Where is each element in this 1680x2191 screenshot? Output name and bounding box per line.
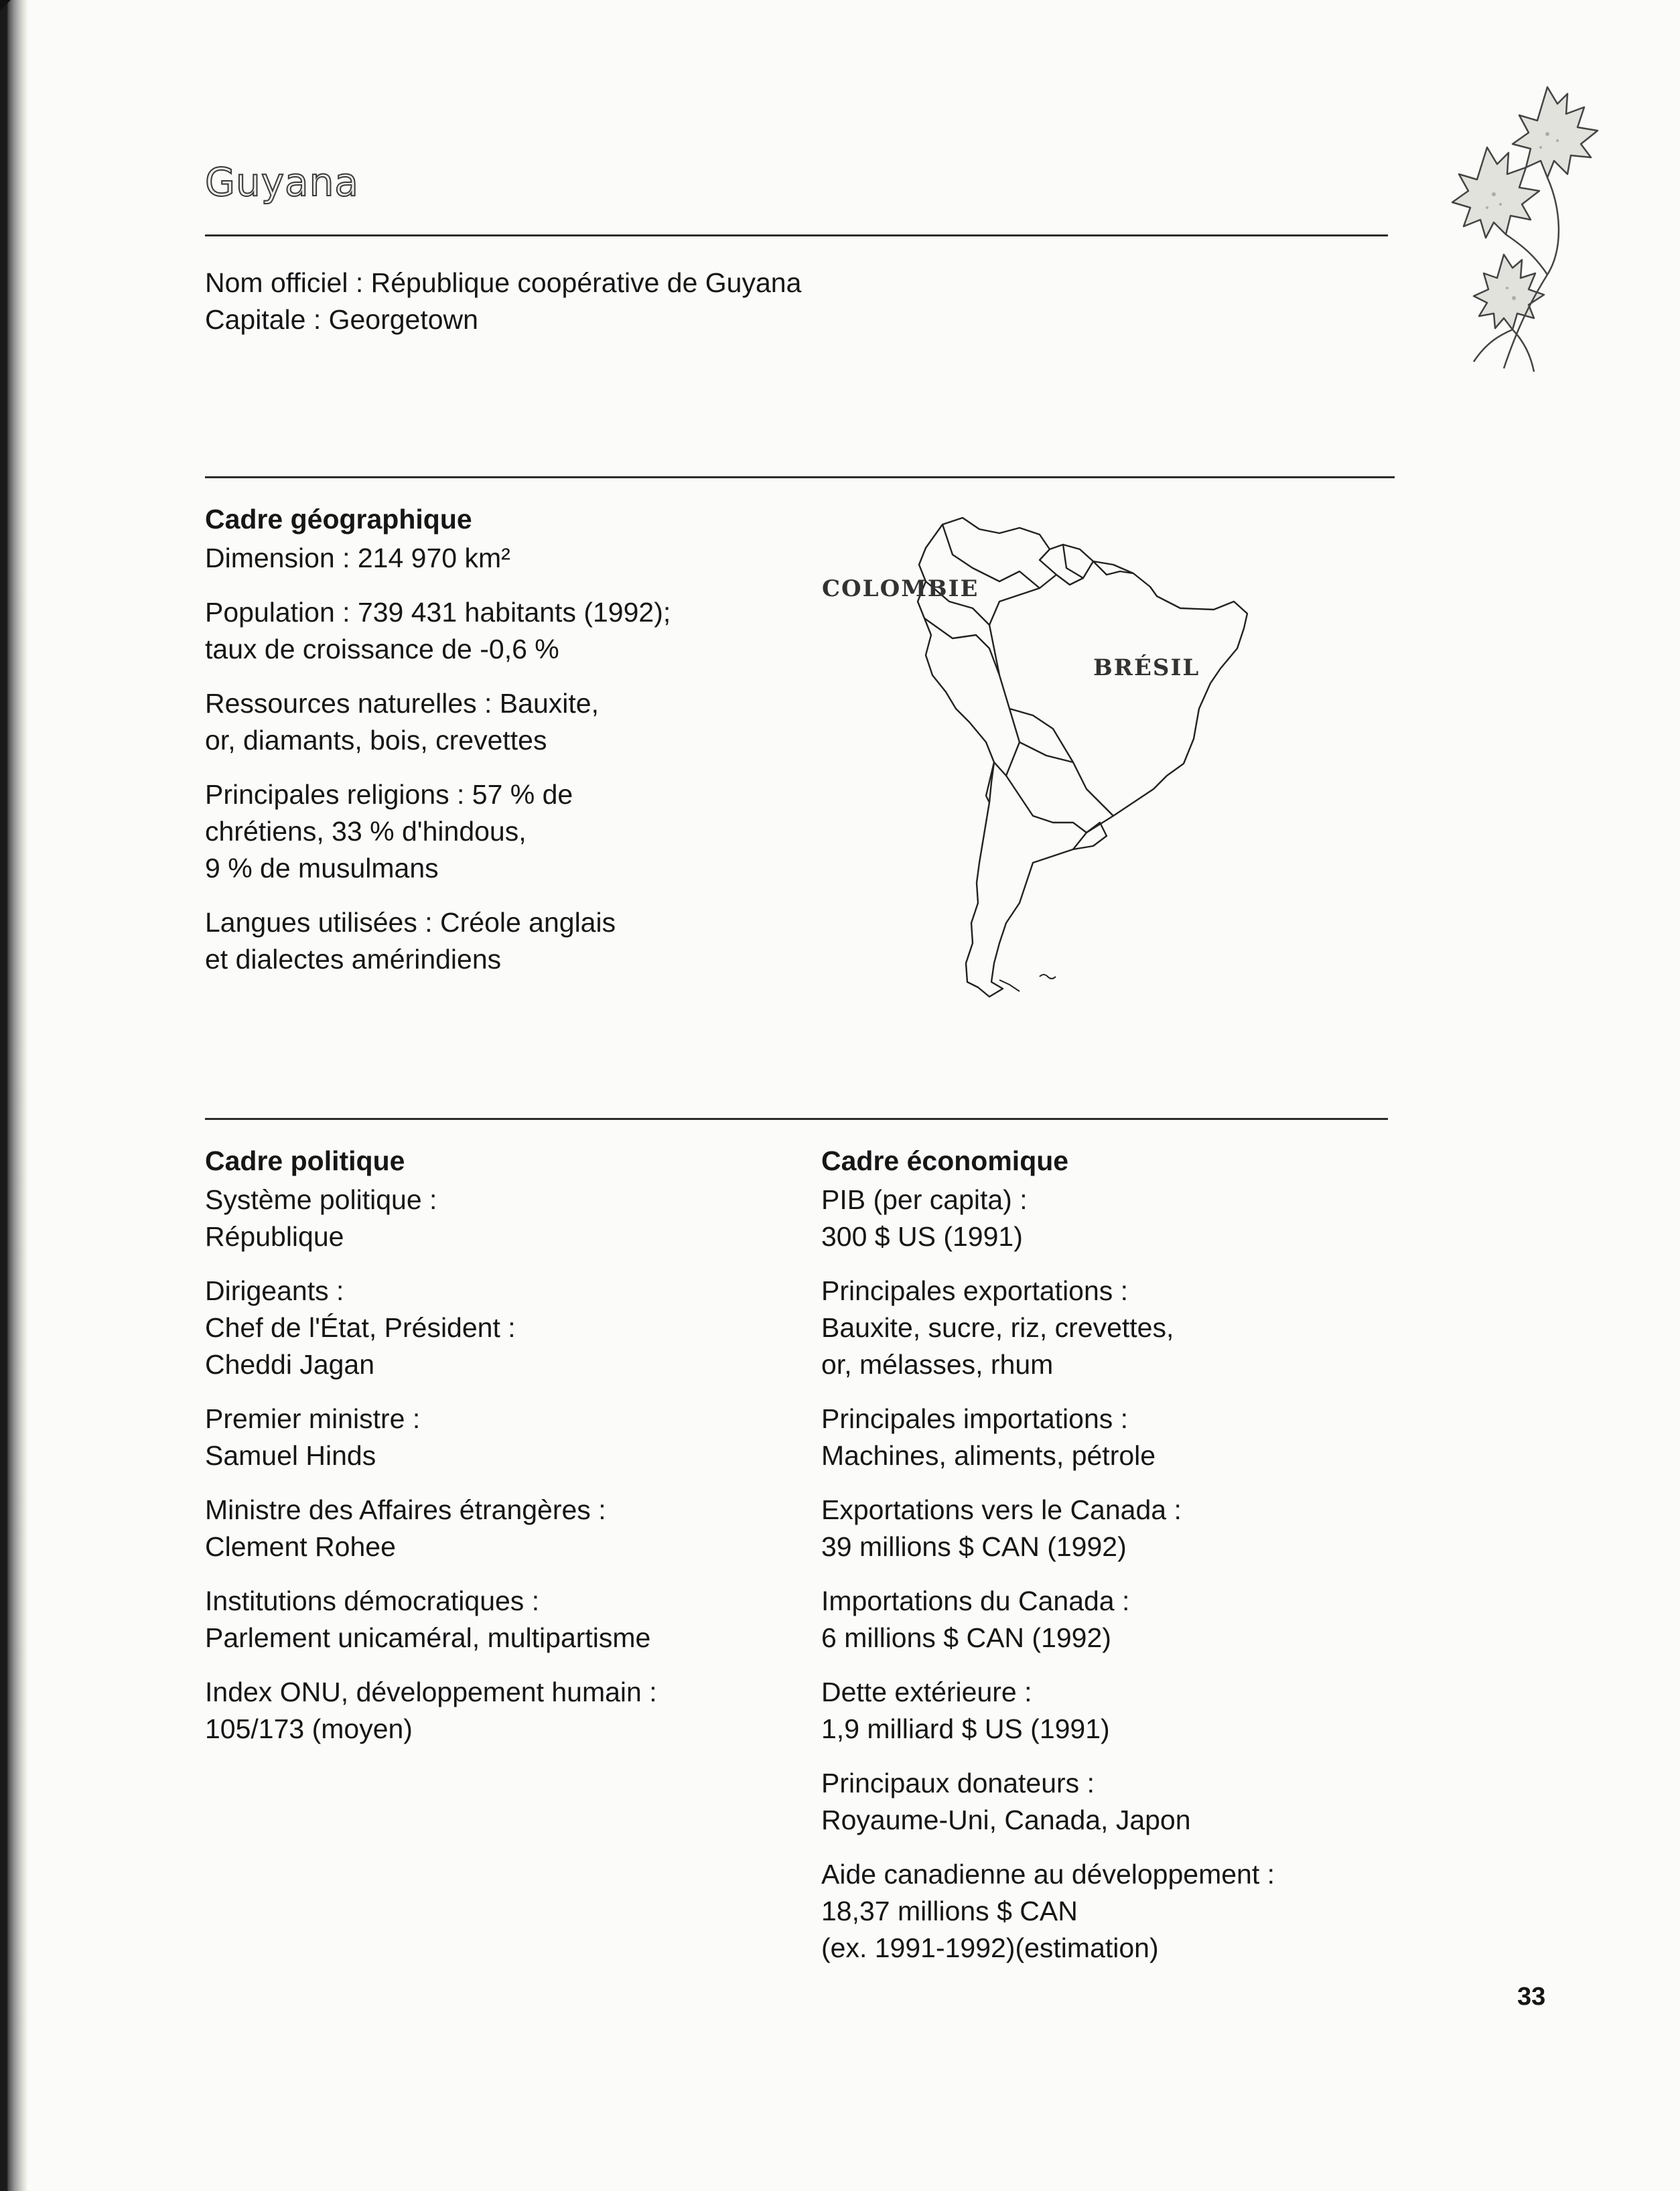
text-line: Samuel Hinds xyxy=(205,1440,376,1471)
text-line: Dette extérieure : xyxy=(821,1677,1032,1707)
politics-section xyxy=(205,1143,808,1765)
geo-religions xyxy=(205,776,714,887)
pol-institutions xyxy=(205,1583,808,1656)
section-heading: Cadre économique xyxy=(821,1145,1069,1176)
eco-external-debt xyxy=(821,1674,1424,1748)
official-name: Nom officiel : République coopérative de Guyana xyxy=(205,267,802,298)
geo-resources xyxy=(205,685,714,759)
page-binding-edge xyxy=(0,0,28,2191)
text-line: Royaume-Uni, Canada, Japon xyxy=(821,1805,1191,1835)
text-line: 9 % de musulmans xyxy=(205,853,439,884)
text-line: Premier ministre : xyxy=(205,1403,421,1434)
text-line: Principales exportations : xyxy=(821,1275,1129,1306)
map-label-brazil: BRÉSIL xyxy=(1093,654,1200,681)
text-line: 300 $ US (1991) xyxy=(821,1221,1023,1252)
section-rule-geo xyxy=(205,476,1395,478)
text-line: Dirigeants : xyxy=(205,1275,344,1306)
text-line: Système politique : xyxy=(205,1184,437,1215)
text-line: Langues utilisées : Créole anglais xyxy=(205,907,616,938)
text-line: Chef de l'État, Président : xyxy=(205,1312,516,1343)
text-line: Principales religions : 57 % de xyxy=(205,779,573,810)
geo-dimension xyxy=(205,540,714,577)
text-line: 6 millions $ CAN (1992) xyxy=(821,1622,1111,1653)
pol-prime-minister xyxy=(205,1401,808,1474)
text-line: (ex. 1991-1992)(estimation) xyxy=(821,1932,1159,1963)
text-line: taux de croissance de -0,6 % xyxy=(205,634,559,664)
text-line: Principales importations : xyxy=(821,1403,1129,1434)
text-line: Population : 739 431 habitants (1992); xyxy=(205,597,671,628)
pol-hdi xyxy=(205,1674,808,1748)
text-line: Clement Rohee xyxy=(205,1531,396,1562)
section-heading: Cadre géographique xyxy=(205,504,472,535)
text-line: 105/173 (moyen) xyxy=(205,1713,413,1744)
text-line: Dimension : 214 970 km² xyxy=(205,543,510,573)
text-line: Institutions démocratiques : xyxy=(205,1585,540,1616)
text-line: Index ONU, développement humain : xyxy=(205,1677,657,1707)
intro-block xyxy=(205,265,801,338)
eco-canadian-aid xyxy=(821,1856,1424,1967)
text-line: Ministre des Affaires étrangères : xyxy=(205,1494,606,1525)
geography-section xyxy=(205,501,714,995)
eco-imports xyxy=(821,1401,1424,1474)
title-rule xyxy=(205,234,1388,236)
country-title: Guyana xyxy=(205,159,359,205)
text-line: 1,9 milliard $ US (1991) xyxy=(821,1713,1110,1744)
map-label-colombia: COLOMBIE xyxy=(822,575,979,602)
economy-section xyxy=(821,1143,1424,1984)
section-heading: Cadre politique xyxy=(205,1145,405,1176)
text-line: PIB (per capita) : xyxy=(821,1184,1028,1215)
page-number: 33 xyxy=(1517,1983,1546,2011)
text-line: 39 millions $ CAN (1992) xyxy=(821,1531,1127,1562)
geo-population xyxy=(205,594,714,668)
south-america-map xyxy=(819,508,1321,1017)
text-line: Cheddi Jagan xyxy=(205,1349,375,1380)
text-line: chrétiens, 33 % d'hindous, xyxy=(205,816,527,847)
pol-system xyxy=(205,1182,808,1255)
eco-donors xyxy=(821,1765,1424,1839)
text-line: Importations du Canada : xyxy=(821,1585,1130,1616)
text-line: Machines, aliments, pétrole xyxy=(821,1440,1156,1471)
eco-imports-canada xyxy=(821,1583,1424,1656)
text-line: République xyxy=(205,1221,344,1252)
text-line: Principaux donateurs : xyxy=(821,1768,1095,1798)
text-line: Bauxite, sucre, riz, crevettes, xyxy=(821,1312,1174,1343)
text-line: Aide canadienne au développement : xyxy=(821,1859,1275,1890)
maple-leaf-icon xyxy=(1447,74,1614,375)
pol-foreign-minister xyxy=(205,1492,808,1565)
text-line: Exportations vers le Canada : xyxy=(821,1494,1182,1525)
text-line: or, mélasses, rhum xyxy=(821,1349,1054,1380)
pol-leaders xyxy=(205,1273,808,1383)
geo-languages xyxy=(205,904,714,978)
capital: Capitale : Georgetown xyxy=(205,304,478,335)
section-rule-politics xyxy=(205,1118,1388,1120)
eco-exports-canada xyxy=(821,1492,1424,1565)
eco-exports xyxy=(821,1273,1424,1383)
text-line: Ressources naturelles : Bauxite, xyxy=(205,688,599,719)
text-line: Parlement unicaméral, multipartisme xyxy=(205,1622,651,1653)
text-line: et dialectes amérindiens xyxy=(205,944,502,975)
eco-gdp xyxy=(821,1182,1424,1255)
text-line: or, diamants, bois, crevettes xyxy=(205,725,547,756)
text-line: 18,37 millions $ CAN xyxy=(821,1896,1078,1926)
